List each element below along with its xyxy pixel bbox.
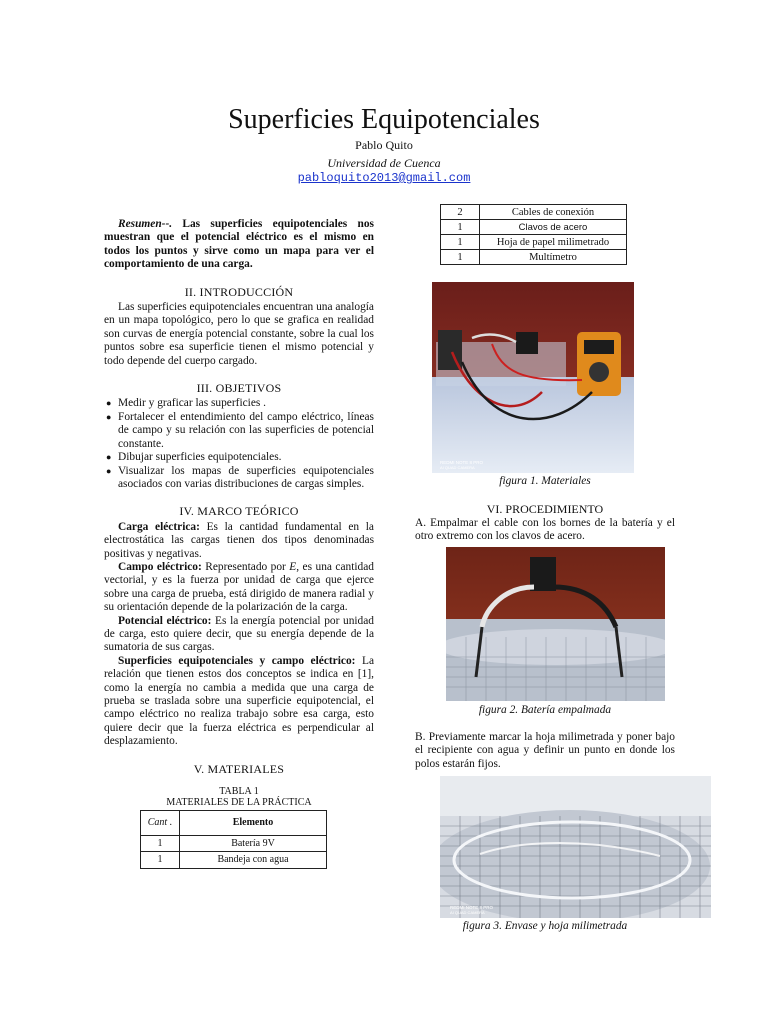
item-cell: Batería 9V — [180, 836, 327, 852]
table-row — [441, 220, 627, 235]
table-row — [441, 250, 627, 265]
definition: , es una cantidad vectorial, y es la fuerza por unidad de carga que ejerce sobre una carga de prueba, está dirigido de manera radial y su orientación depende de la polarización de la carga. — [104, 560, 374, 614]
definition: Es la cantidad fundamental en la electrostática las cargas tienen dos tipos denominadas positivas y negativas. — [104, 520, 374, 560]
qty-cell: 1 — [141, 852, 180, 868]
qty-cell: 1 — [141, 836, 180, 852]
materials-table — [140, 810, 327, 869]
qty-cell: 1 — [441, 250, 480, 265]
table-row — [141, 836, 327, 852]
author-name: Pablo Quito — [355, 138, 413, 152]
list-item: ● Fortalecer el entendimiento del campo eléctrico, líneas de campo y su relación con las superficies de potencial constante. — [104, 411, 374, 451]
list-item: ● Medir y graficar las superficies . — [104, 397, 374, 410]
item-cell: Clavos de acero — [480, 220, 627, 235]
section-heading-theory: IV. MARCO TEÓRICO — [179, 504, 299, 519]
table-caption-title: MATERIALES DE LA PRÁCTICA — [166, 797, 312, 809]
procedure-step-a: A. Empalmar el cable con los bornes de la batería y el otro extremo con los clavos de acero. — [415, 517, 675, 543]
materials-photo-image — [432, 282, 634, 473]
watermark: REDMI NOTE 8 PRO — [440, 460, 484, 465]
theory-paragraph-surfaces — [104, 655, 374, 749]
email-link[interactable]: pabloquito2013@gmail.com — [297, 171, 471, 185]
definition: Es la energía potencial por unidad de carga, esto quiere decir, que su energía depende de la sumatoria de sus cargas. — [104, 614, 374, 654]
abstract — [104, 218, 374, 272]
section-heading-procedure: VI. PROCEDIMIENTO — [486, 502, 604, 516]
watermark: REDMI NOTE 8 PRO — [450, 905, 494, 910]
term: Campo eléctrico: — [118, 560, 202, 573]
section-heading-intro: II. INTRODUCCIÓN — [184, 284, 294, 299]
materials-table-continued — [440, 204, 627, 265]
table-row — [441, 235, 627, 250]
procedure-step-b: B. Previamente marcar la hoja milimetrada y poner bajo el recipiente con agua y definir un punto en donde los polos estarán fijos. — [415, 731, 675, 770]
table-caption-number: TABLA 1 — [219, 786, 259, 798]
figure-2-caption: figura 2. Batería empalmada — [478, 704, 612, 716]
definition: Representado por — [201, 560, 290, 573]
paper-title: Superficies Equipotenciales — [228, 104, 540, 135]
qty-cell: 1 — [441, 220, 480, 235]
item-cell: Hoja de papel milimetrado — [480, 235, 627, 250]
item-cell: Cables de conexión — [480, 205, 627, 220]
container-photo-image — [440, 776, 711, 918]
watermark: AI QUAD CAMERA — [440, 465, 475, 470]
term: Superficies equipotenciales y campo eléctrico: — [118, 654, 356, 667]
section-heading-objectives: III. OBJETIVOS — [196, 381, 282, 396]
item-cell: Multímetro — [480, 250, 627, 265]
theory-paragraph-charge — [104, 521, 374, 561]
list-item: ● Dibujar superficies equipotenciales. — [104, 451, 374, 464]
abstract-lead: Resumen--. — [118, 218, 173, 230]
qty-cell: 1 — [441, 235, 480, 250]
theory-paragraph-potential — [104, 615, 374, 655]
abstract-text: Las superficies equipotenciales nos muestran que el potencial eléctrico es el mismo en todos los puntos y sirve como un mapa para ver el comportamiento de una carga. — [104, 218, 374, 271]
term: Potencial eléctrico: — [118, 614, 212, 627]
column-header-qty: Cant . — [141, 811, 180, 836]
qty-cell: 2 — [441, 205, 480, 220]
figure-3-caption: figura 3. Envase y hoja milimetrada — [462, 920, 628, 932]
affiliation: Universidad de Cuenca — [327, 156, 441, 170]
table-row — [141, 852, 327, 868]
table-header-row — [141, 811, 327, 836]
definition: La relación que tienen estos dos conceptos se indica en [1], como la energía no cambia a medida que una carga de prueba se traslada sobre una superficie equipotencial, el campo eléctrico no realiza trabajo sobre esa carga, esto quiere decir que la fuerza eléctrica es perpendicular al desplazamiento. — [104, 654, 374, 748]
watermark: AI QUAD CAMERA — [450, 910, 485, 915]
figure-3-photo — [440, 776, 711, 918]
table-row — [441, 205, 627, 220]
left-column — [104, 218, 374, 869]
item-cell: Bandeja con agua — [180, 852, 327, 868]
figure-1-photo — [432, 282, 634, 473]
section-heading-materials: V. MATERIALES — [193, 761, 285, 776]
objectives-list — [104, 397, 374, 491]
figure-1-caption: figura 1. Materiales — [499, 475, 591, 487]
term: Carga eléctrica: — [118, 520, 200, 533]
list-item: ● Visualizar los mapas de superficies equipotenciales asociados con varias distribuciones de cargas simples. — [104, 465, 374, 492]
theory-paragraph-field — [104, 561, 374, 615]
symbol: E — [289, 560, 297, 573]
figure-2-photo — [446, 547, 665, 701]
battery-photo-image — [446, 547, 665, 701]
column-header-item: Elemento — [180, 811, 327, 836]
intro-paragraph: Las superficies equipotenciales encuentran una analogía en un mapa topológico, pero lo que se grafica en realidad son curvas de energía potencial constante, sobre la cual los puntos sobre esa superficie tienen el mismo potencial y todo depende del cuerpo cargado. — [104, 301, 374, 367]
